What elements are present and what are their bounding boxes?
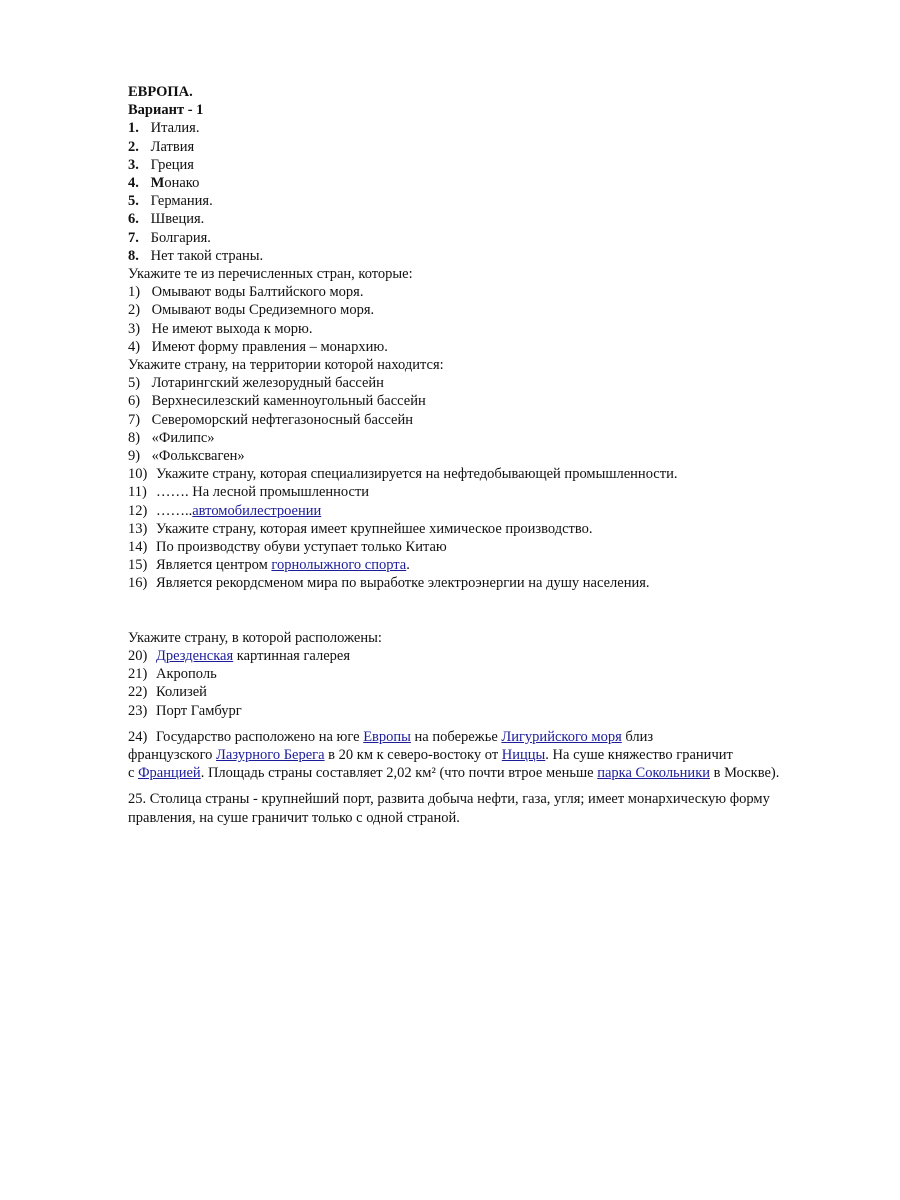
country-item: 6. Швеция. — [128, 211, 205, 228]
page-title: ЕВРОПА. — [128, 84, 193, 100]
question-item: 4) Имеют форму правления – монархию. — [128, 338, 388, 355]
q25-line-1: 25. Столица страны - крупнейший порт, развита добыча нефти, газа, угля; имеет монархическую форму — [128, 791, 770, 808]
question-25 — [128, 790, 828, 826]
question-item: 8) «Филипс» — [128, 429, 215, 446]
question-item: 16) Является рекордсменом мира по выработке электроэнергии на душу населения. — [128, 575, 650, 592]
question-item: 10) Укажите страну, которая специализируется на нефтедобывающей промышленности. — [128, 466, 678, 483]
section-heading: Укажите те из перечисленных стран, которые: — [128, 266, 413, 283]
country-item: 2. Латвия — [128, 138, 195, 155]
question-item: 14) По производству обуви уступает только Китаю — [128, 539, 447, 556]
spacer — [128, 593, 828, 629]
link-ligurian-sea[interactable]: Лигурийского моря — [501, 728, 622, 745]
country-item: 1. Италия. — [128, 120, 200, 137]
link-dresden[interactable]: Дрезденская — [156, 647, 234, 664]
question-item: 22) Колизей — [128, 684, 207, 701]
link-nice[interactable]: Ниццы — [501, 746, 546, 763]
question-item: 7) Североморский нефтегазоносный бассейн — [128, 411, 413, 428]
link-france[interactable]: Францией — [138, 765, 201, 782]
question-item: 12) ……..автомобилестроении — [128, 502, 322, 519]
q25-line-2: правления, на суше граничит только с одной страной. — [128, 809, 460, 826]
link-cote-dazur[interactable]: Лазурного Берега — [216, 746, 325, 763]
link-automotive[interactable]: автомобилестроении — [192, 502, 322, 519]
question-item: 20) Дрезденская картинная галерея — [128, 647, 351, 664]
country-list — [128, 119, 828, 265]
country-item: 4. Монако — [128, 175, 200, 192]
country-item: 5. Германия. — [128, 193, 213, 210]
question-item: 9) «Фольксваген» — [128, 448, 245, 465]
question-item: 6) Верхнесилезский каменноугольный бассейн — [128, 393, 426, 410]
question-item: 13) Укажите страну, которая имеет крупнейшее химическое производство. — [128, 520, 593, 537]
link-ski-sport[interactable]: горнолыжного спорта — [271, 557, 407, 574]
question-24 — [128, 728, 828, 783]
q24-line-1: 24) Государство расположено на юге Европы на побережье Лигурийского моря близ — [128, 728, 654, 745]
country-item: 7. Болгария. — [128, 229, 211, 246]
country-item: 8. Нет такой страны. — [128, 247, 264, 264]
q24-line-3: с Францией. Площадь страны составляет 2,02 км² (что почти втрое меньше парка Сокольники в Москве). — [128, 765, 780, 782]
section-heading: Укажите страну, в которой расположены: — [128, 629, 382, 646]
question-item: 23) Порт Гамбург — [128, 702, 242, 719]
question-item: 15) Является центром горнолыжного спорта. — [128, 557, 410, 574]
q24-line-2: французского Лазурного Берега в 20 км к северо-востоку от Ниццы. На суше княжество граничит — [128, 746, 733, 763]
question-item: 2) Омывают воды Средиземного моря. — [128, 302, 375, 319]
country-item: 3. Греция — [128, 156, 194, 173]
question-item: 1) Омывают воды Балтийского моря. — [128, 284, 364, 301]
question-item: 5) Лотарингский железорудный бассейн — [128, 375, 384, 392]
question-item: 21) Акрополь — [128, 666, 217, 683]
section-heading: Укажите страну, на территории которой находится: — [128, 357, 444, 374]
document-page — [128, 83, 828, 827]
variant-label: Вариант - 1 — [128, 102, 204, 119]
question-item: 3) Не имеют выхода к морю. — [128, 320, 313, 337]
link-europe[interactable]: Европы — [363, 728, 411, 745]
question-item: 11) ……. На лесной промышленности — [128, 484, 370, 501]
link-sokolniki-park[interactable]: парка Сокольники — [597, 765, 710, 782]
